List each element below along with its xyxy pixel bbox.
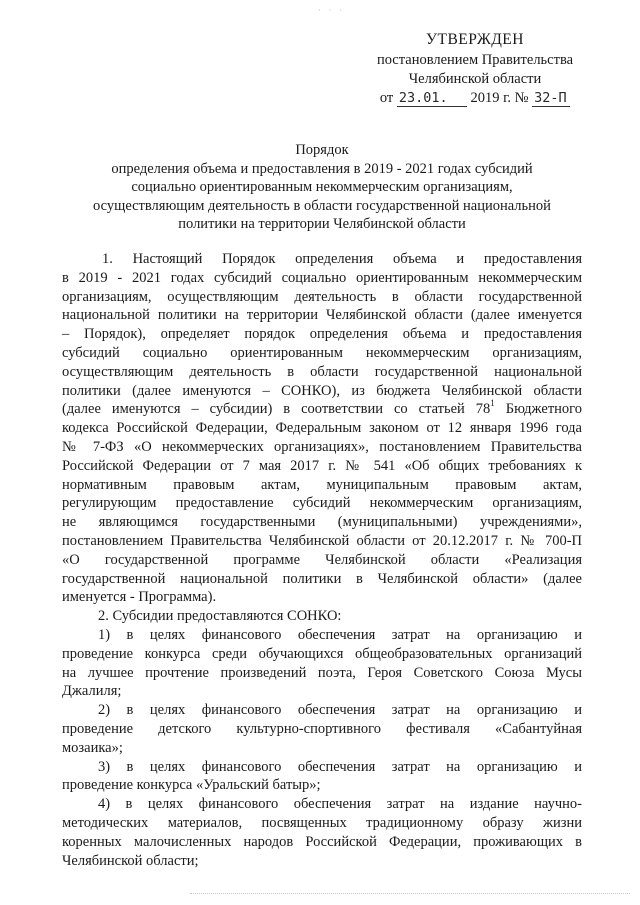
title-line: политики на территории Челябинской области: [178, 216, 466, 232]
item2-line: 2) в целях финансового обеспечения затрат на организацию и: [98, 702, 582, 719]
p1-line: в 2019 - 2021 годах субсидий социально ориентированным некоммерческим: [62, 269, 582, 286]
p1-line: – Порядок), определяет порядок определения объема и предоставления: [62, 326, 582, 343]
scan-artifact: · · ·: [318, 6, 345, 15]
p1-line: субсидий социально ориентированным некоммерческим организациям,: [62, 344, 582, 361]
p1-line: регулирующим предоставление субсидий некоммерческим организациям,: [62, 495, 582, 512]
p1-line: кодекса Российской Федерации, Федеральным законом от 12 января 1996 года: [62, 420, 582, 437]
item3-line: проведение конкурса «Уральский батыр»;: [62, 777, 321, 794]
p1-line: «О государственной программе Челябинской области «Реализация: [62, 551, 582, 568]
approval-date-line: [360, 89, 590, 108]
p2-line: 2. Субсидии предоставляются СОНКО:: [98, 608, 342, 625]
item1-line: 1) в целях финансового обеспечения затрат на организацию и: [98, 626, 582, 643]
scan-artifact-line: [190, 893, 630, 895]
item1-line: проведение конкурса среди обучающихся общеобразовательных организаций: [62, 645, 582, 662]
p1-line: политики (далее именуются – СОНКО), из бюджета Челябинской области: [62, 382, 582, 399]
date-prefix: от: [379, 90, 394, 106]
approval-line-1: постановлением Правительства: [376, 52, 574, 68]
item2-line: проведение детского культурно-спортивного фестиваля «Сабантуйная: [62, 720, 582, 737]
p1-line: организациям, осуществляющим деятельность в области государственной: [62, 288, 582, 305]
p1-line: 1. Настоящий Порядок определения объема и предоставления: [102, 251, 582, 267]
p1-line: нормативным правовым актам, муниципальным правовым актам,: [62, 476, 582, 493]
footnote-sup: 1: [490, 397, 495, 408]
document-body: [62, 250, 582, 870]
document-title: [62, 141, 582, 234]
item4-line: Челябинской области;: [62, 852, 199, 869]
title-line: Порядок: [295, 142, 349, 158]
title-line: социально ориентированным некоммерческим организациям,: [131, 179, 513, 195]
item4-line: коренных малочисленных народов Российской Федерации, проживающих в: [62, 833, 582, 850]
p1-line: постановлением Правительства Челябинской области от 20.12.2017 г. № 700-П: [62, 532, 582, 549]
p1-line: национальной политики на территории Челябинской области (далее именуется: [62, 307, 582, 324]
p1-line: государственной национальной политики в Челябинской области» (далее: [62, 570, 582, 587]
p1-line: осуществляющим деятельность в области государственной национальной: [62, 363, 582, 380]
item1-line: Джалиля;: [62, 683, 122, 700]
p1-line: не являющимся государственными (муниципальными) учреждениями»,: [62, 514, 582, 531]
year-text: 2019 г. №: [470, 90, 529, 106]
p1-line-text: (далее именуются – субсидии) в соответствии со статьей 78: [62, 401, 491, 418]
p1-line: Российской Федерации от 7 мая 2017 г. № 541 «Об общих требованиях к: [62, 457, 582, 474]
p1-line-with-sup: [62, 397, 582, 419]
title-line: определения объема и предоставления в 2019 - 2021 годах субсидий: [111, 160, 533, 177]
approval-stamp: [360, 30, 590, 108]
approval-line-2: Челябинской области: [408, 71, 542, 87]
item4-line: 4) в целях финансового обеспечения затрат на издание научно-: [98, 796, 582, 813]
item2-line: мозаика»;: [62, 739, 123, 756]
p1-line-tail: Бюджетного: [494, 401, 582, 418]
title-line: осуществляющим деятельность в области государственной национальной: [93, 197, 551, 214]
handwritten-date: 23.01.: [397, 91, 467, 107]
item3-line: 3) в целях финансового обеспечения затрат на организацию и: [98, 758, 582, 775]
item4-line: методических материалов, посвященных традиционному образу жизни: [62, 814, 582, 831]
approval-heading: УТВЕРЖДЕН: [426, 31, 524, 48]
item1-line: на лучшее прочтение произведений поэта, Героя Советского Союза Мусы: [62, 664, 582, 681]
p1-line: № 7-ФЗ «О некоммерческих организациях», постановлением Правительства: [62, 438, 582, 455]
handwritten-number: 32-П: [532, 91, 570, 107]
p1-line: именуется - Программа).: [62, 589, 217, 606]
